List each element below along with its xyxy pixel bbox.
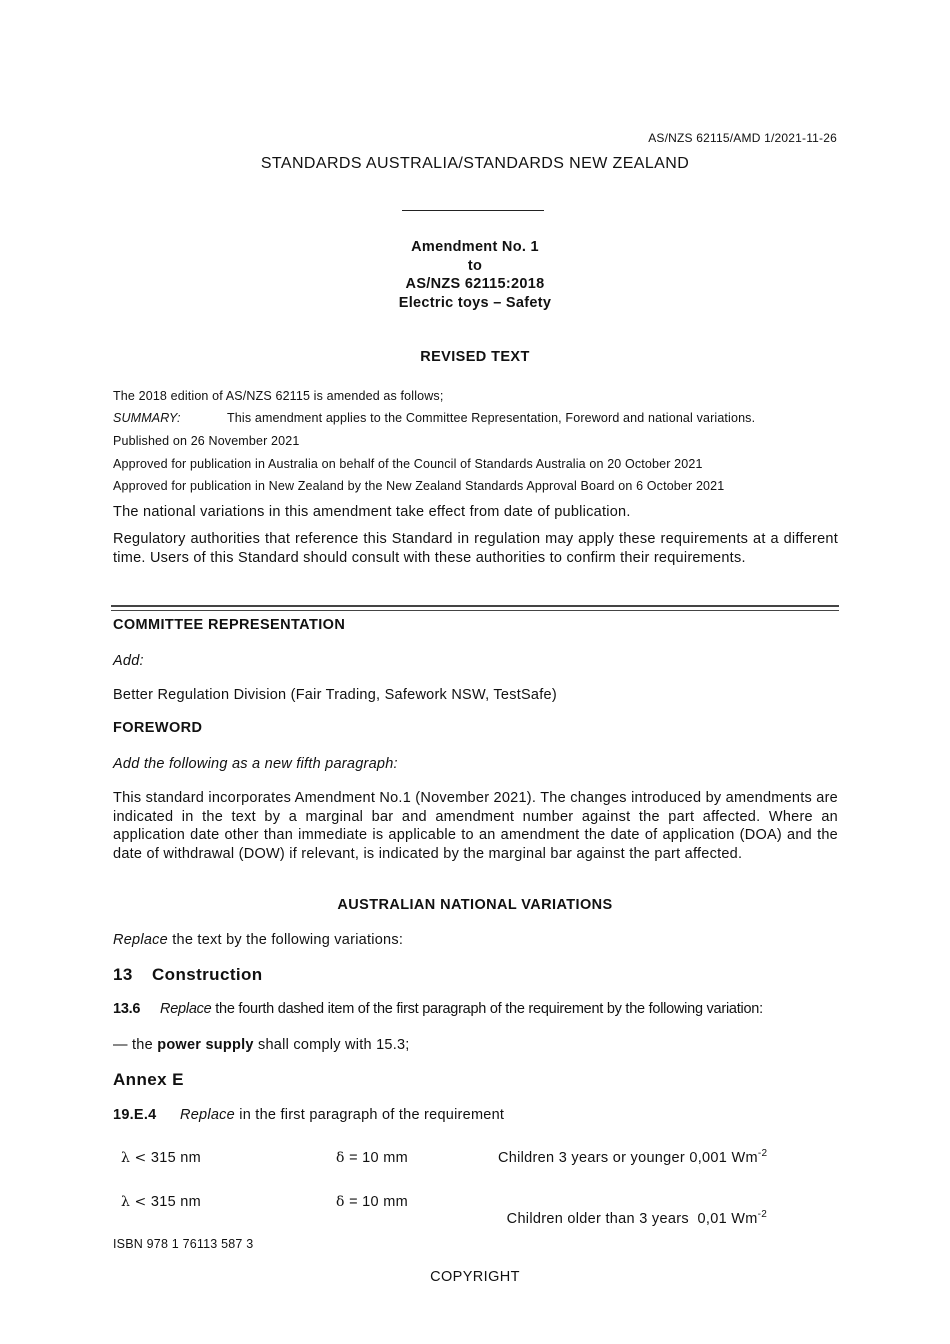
clause-19-e-4 <box>113 1106 838 1125</box>
distance-value: = 10 mm <box>344 1150 408 1166</box>
wavelength-value: 315 nm <box>146 1194 202 1210</box>
clause-13-title: Construction <box>152 965 263 984</box>
foreword-instruction: Add the following as a new fifth paragraph: <box>113 756 398 772</box>
clause-13-6-rest: the fourth dashed item of the first paragraph of the requirement by the following variation: <box>211 1001 763 1017</box>
less-than-symbol: < <box>134 1194 147 1210</box>
foreword-heading: FOREWORD <box>113 720 203 736</box>
clause-19-e-4-rest: in the first paragraph of the requirement <box>234 1107 505 1123</box>
copyright: COPYRIGHT <box>430 1269 520 1285</box>
less-than-symbol: < <box>134 1150 147 1166</box>
amendment-number: Amendment No. 1 <box>411 239 539 255</box>
variations-instruction-rest: the text by the following variations: <box>167 932 404 948</box>
limit-exponent: -2 <box>757 1148 768 1159</box>
limit-value: Children older than 3 years 0,01 Wm <box>506 1211 758 1227</box>
table-cell-limit <box>498 1195 767 1227</box>
clause-13-6-verb: Replace <box>160 1001 212 1017</box>
committee-heading: COMMITTEE REPRESENTATION <box>113 617 346 633</box>
published-date: Published on 26 November 2021 <box>113 434 300 448</box>
summary-label: SUMMARY: <box>113 411 181 425</box>
item-suffix: shall comply with 15.3; <box>253 1037 410 1053</box>
isbn: ISBN 978 1 76113 587 3 <box>113 1237 254 1251</box>
item-prefix: — the <box>113 1037 158 1053</box>
document-id: AS/NZS 62115/AMD 1/2021-11-26 <box>648 131 837 145</box>
variations-heading: AUSTRALIAN NATIONAL VARIATIONS <box>337 897 613 913</box>
summary-line <box>113 411 838 425</box>
amendment-to: to <box>467 257 483 274</box>
item-defined-term: power supply <box>157 1037 254 1053</box>
lambda-symbol: λ <box>121 1150 131 1166</box>
amended-as-follows: The 2018 edition of AS/NZS 62115 is amended as follows; <box>113 389 444 403</box>
committee-instruction: Add: <box>113 653 144 669</box>
amendment-title-block <box>0 238 950 312</box>
table-row <box>121 1150 201 1166</box>
clause-19-e-4-number: 19.E.4 <box>113 1107 157 1123</box>
wavelength-value: 315 nm <box>146 1150 202 1166</box>
foreword-text: This standard incorporates Amendment No.1 (November 2021). The changes introduced by amendments are indicated in the text by a marginal bar and amendment number against the part affected. Where an application date other than immediate is applicable to an amendment the date of application (DOA) and the date of withdrawal (DOW) if relevant, is indicated by the marginal bar against the part affected. <box>113 790 838 862</box>
limit-value: Children 3 years or younger 0,001 Wm <box>498 1150 758 1166</box>
clause-13-6-item <box>113 1036 838 1055</box>
regulatory-statement: Regulatory authorities that reference this Standard in regulation may apply these requirements at a different time. Users of this Standard should consult with these authorities to confirm their requirements. <box>113 531 838 566</box>
limit-exponent: -2 <box>757 1209 768 1220</box>
table-cell-distance <box>336 1194 408 1210</box>
table-row <box>121 1194 201 1210</box>
organization-title: STANDARDS AUSTRALIA/STANDARDS NEW ZEALAND <box>260 155 690 172</box>
section-divider <box>111 605 839 611</box>
delta-symbol: δ <box>336 1150 345 1166</box>
committee-entry: Better Regulation Division (Fair Trading, Safework NSW, TestSafe) <box>113 687 557 703</box>
table-cell-distance <box>336 1150 408 1166</box>
clause-13-6 <box>113 1001 838 1017</box>
clause-13-number: 13 <box>113 965 133 984</box>
lambda-symbol: λ <box>121 1194 131 1210</box>
approved-new-zealand: Approved for publication in New Zealand by the New Zealand Standards Approval Board on 6 October 2021 <box>113 479 725 493</box>
clause-13-heading <box>113 965 838 985</box>
table-cell-limit <box>498 1150 767 1166</box>
title-divider <box>402 210 544 211</box>
revised-text-heading: REVISED TEXT <box>420 349 530 365</box>
clause-13-6-number: 13.6 <box>113 1001 141 1017</box>
effect-statement: The national variations in this amendment take effect from date of publication. <box>113 504 631 520</box>
distance-value: = 10 mm <box>344 1194 408 1210</box>
standard-title: Electric toys – Safety <box>398 294 552 311</box>
delta-symbol: δ <box>336 1194 345 1210</box>
annex-e-heading: Annex E <box>113 1070 184 1089</box>
variations-instruction-verb: Replace <box>113 932 168 948</box>
variations-instruction <box>113 931 838 950</box>
approved-australia: Approved for publication in Australia on behalf of the Council of Standards Australia on 20 October 2021 <box>113 457 703 471</box>
summary-text: This amendment applies to the Committee Representation, Foreword and national variations. <box>227 411 756 425</box>
clause-19-e-4-verb: Replace <box>180 1107 235 1123</box>
standard-number: AS/NZS 62115:2018 <box>405 276 545 292</box>
